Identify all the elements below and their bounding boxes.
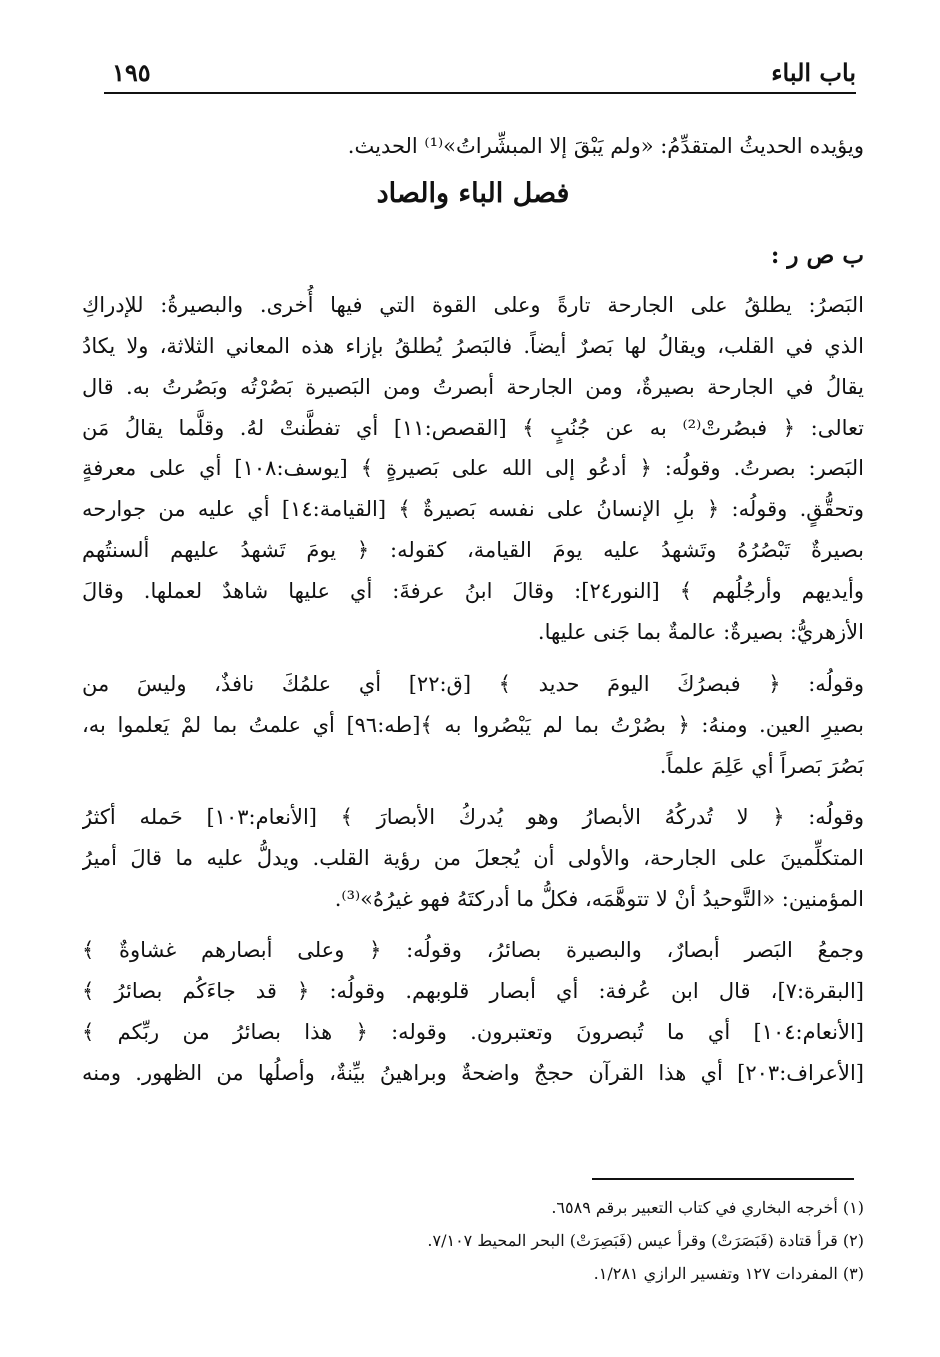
footnote-divider [592, 1178, 854, 1180]
text-line: يقالُ في الجارحة بصيرةٌ، ومن الجارحة أبصرتُ ومن البَصيرة بَصُرْتُه وبَصُرتُ به. قال [82, 375, 864, 399]
text-line: الأزهريُّ: بصيرةٌ: عالمةٌ بما جَنى عليها. [537, 620, 864, 644]
text-line: وتحقُّقٍ. وقولُه: ﴿ بلِ الإنسانُ على نفسه بَصيرةٌ ﴾ [القيامة:١٤] أي عليه من جوارحه [82, 497, 864, 521]
footnote-3: (٣) المفردات ١٢٧ وتفسير الرازي ١/٢٨١. [593, 1264, 864, 1283]
text-line: بَصُرَ بَصراً أي عَلِمَ علماً. [659, 754, 864, 778]
text-line: وقولُه: ﴿ فبصرُكَ اليومَ حديد ﴾ [ق:٢٢] أي علمُكَ نافذٌ، وليسَ من [82, 672, 864, 696]
text-line: البَصرُ: يطلقُ على الجارحة تارةً وعلى القوة التي فيها أُخرى. والبصيرةُ: للإدراكِ [82, 293, 864, 317]
section-title: فصل الباء والصاد [376, 178, 570, 209]
page-number: ١٩٥ [112, 58, 151, 87]
text-line: المتكلِّمينَ على الجارحة، والأولى أن يُجعلَ من رؤية القلب. ويدلُّ عليه ما قالَ أميرُ [82, 846, 864, 870]
intro-line: ويؤيده الحديثُ المتقدِّمُ: «ولم يَبْقَ إلا المبشِّراتُ»⁽¹⁾ الحديث. [347, 134, 864, 158]
text-line: [البقرة:٧]، قال ابن عُرفة: أي أبصار قلوبهم. وقولُه: ﴿ قد جاءَكُم بصائرُ ﴾ [82, 979, 864, 1003]
text-line: تعالى: ﴿ فبصُرتْ⁽²⁾ به عن جُنُبٍ ﴾ [القصص:١١] أي تفطَّنتْ لهُ. وقلَّما يقالُ مَن [82, 416, 864, 440]
text-line: وقولُه: ﴿ لا تُدركُهُ الأبصارُ وهو يُدركُ الأبصارَ ﴾ [الأنعام:١٠٣] حَمله أكثرُ [82, 805, 864, 829]
text-line: الذي في القلب، ويقالُ لها بَصرٌ أيضاً. فالبَصرُ يُطلقُ بإزاء هذه المعاني الثلاثة، ولا يكادُ [82, 334, 864, 358]
text-line: المؤمنين: «التَّوحيدُ أنْ لا تتوهَّمَه، فكلُّ ما أدركتَهُ فهو غيرُهُ»⁽³⁾. [334, 887, 864, 911]
footnote-1: (١) أخرجه البخاري في كتاب التعبير برقم ٦٥٨٩. [551, 1198, 864, 1217]
text-line: بصيرةٌ تَبْصُرُهُ وتَشهدُ عليه يومَ القيامة، كقوله: ﴿ يومَ تَشهدُ عليهم ألسنتُهم [82, 538, 864, 562]
header-divider [104, 92, 856, 94]
text-line: البَصر: بصرتُ. وقولُه: ﴿ أدعُو إلى الله على بَصيرةٍ ﴾ [يوسف:١٠٨] أي على معرفةٍ [82, 456, 864, 480]
text-line: بصيرِ العين. ومنهُ: ﴿ بصُرْتُ بما لم يَبْصُروا به ﴾[طه:٩٦] أي علمتُ بما لمْ يَعلموا به، [82, 713, 864, 737]
footnote-2: (٢) قرأ قتادة (فَبَصَرَتْ) وقرأ عيس (فَبَصِرَتْ) البحر المحيط ٧/١٠٧. [427, 1231, 864, 1250]
text-line: وأيديهم وأرجُلُهم ﴾ [النور٢٤]: وقالَ ابنُ عرفةَ: أي عليها شاهدٌ لعملها. وقالَ [82, 579, 864, 603]
text-line: [الأعراف:٢٠٣] أي هذا القرآن حججٌ واضحةٌ وبراهينُ بيِّنةٌ، وأصلُها من الظهور. ومنه [82, 1061, 864, 1085]
text-line: وجمعُ البَصر أبصارٌ، والبصيرة بصائرُ، وقولُه: ﴿ وعلى أبصارهم غشاوةٌ ﴾ [82, 938, 864, 962]
chapter-title: باب الباء [771, 58, 856, 87]
text-line: [الأنعام:١٠٤] أي ما تُبصرونَ وتعتبرون. وقوله: ﴿ هذا بصائرُ من ربِّكم ﴾ [82, 1020, 864, 1044]
root-heading: ب ص ر : [770, 242, 864, 269]
page-header [104, 58, 856, 90]
